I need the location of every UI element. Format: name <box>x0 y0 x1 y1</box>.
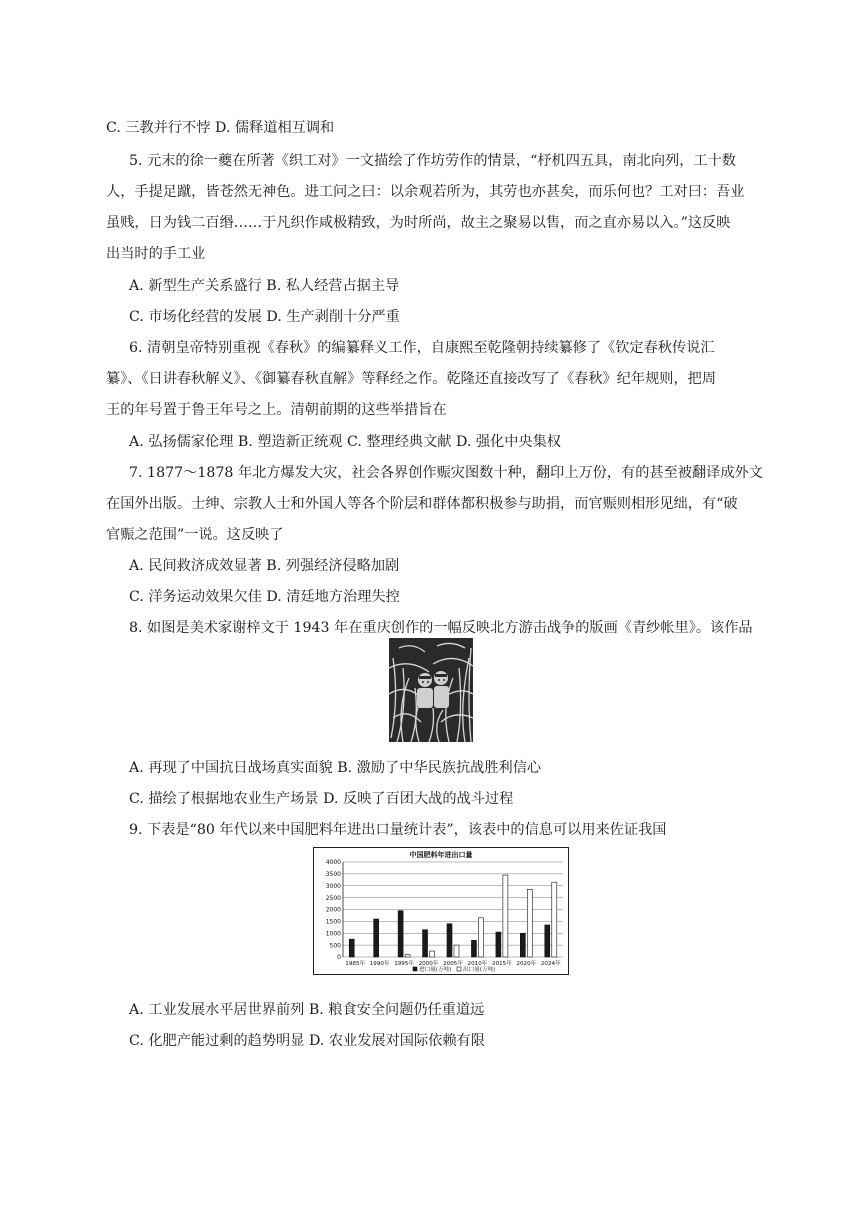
y-tick-label: 1500 <box>325 918 341 926</box>
x-tick-label: 2015年 <box>491 961 512 967</box>
q7-option-line: A. 民间救济成效显著 B. 列强经济侵略加剧 <box>129 558 400 574</box>
y-tick-label: 2500 <box>325 894 341 902</box>
q7-stem-line: 7. 1877～1878 年北方爆发大灾，社会各界创作赈灾图数十种，翻印上万份，有的甚至被翻译成外文 <box>129 465 763 481</box>
legend-label: 进口量(万吨) <box>419 967 452 973</box>
x-tick-label: 2020年 <box>516 961 537 967</box>
q9-option-line: A. 工业发展水平居世界前列 B. 粮食安全问题仍任重道远 <box>129 1002 485 1018</box>
chart-title: 中国肥料年进出口量 <box>409 851 473 859</box>
woodcut-print-image <box>389 638 473 742</box>
legend-label: 出口量(万吨) <box>463 967 496 973</box>
y-tick-label: 1000 <box>325 930 341 938</box>
q9-option-line: C. 化肥产能过剩的趋势明显 D. 农业发展对国际依赖有限 <box>129 1033 485 1049</box>
q7-option-line: C. 洋务运动效果欠佳 D. 清廷地方治理失控 <box>129 589 400 605</box>
q7-stem-line: 在国外出版。士绅、宗教人士和外国人等各个阶层和群体都积极参与助捐，而官赈则相形见绌，有“破 <box>106 496 738 512</box>
import-bar <box>374 919 379 957</box>
q5-stem-line: 5. 元末的徐一夔在所著《织工对》一文描绘了作坊劳作的情景，“杼机四五具，南北向列，工十数 <box>129 153 736 169</box>
q7-stem-line: 官赈之范围”一说。这反映了 <box>106 527 284 543</box>
import-bar <box>471 940 476 957</box>
export-bar <box>430 951 435 957</box>
import-bar <box>520 933 525 957</box>
y-tick-label: 3000 <box>325 882 341 890</box>
q8-option-line: C. 描绘了根据地农业生产场景 D. 反映了百团大战的战斗过程 <box>129 791 514 807</box>
legend-swatch <box>457 967 461 971</box>
y-tick-label: 500 <box>329 942 341 950</box>
y-tick-label: 4000 <box>325 859 341 867</box>
q9-stem-line: 9. 下表是“80 年代以来中国肥料年进出口量统计表”，该表中的信息可以用来佐证我国 <box>129 822 667 838</box>
q5-option-line: A. 新型生产关系盛行 B. 私人经营占据主导 <box>129 278 400 294</box>
export-bar <box>405 955 410 957</box>
import-bar <box>423 930 428 957</box>
q5-stem-line: 虽贱，日为钱二百缗……于凡织作咸极精致，为时所尚，故主之聚易以售，而之直亦易以入。”这反映 <box>106 215 731 231</box>
x-tick-label: 2024年 <box>540 961 561 967</box>
q8-stem-line: 8. 如图是美术家谢梓文于 1943 年在重庆创作的一幅反映北方游击战争的版画《青纱帐里》。该作品 <box>129 620 753 636</box>
import-bar <box>398 911 403 957</box>
y-tick-label: 3500 <box>325 871 341 879</box>
legend-swatch <box>413 967 417 971</box>
q6-stem-line: 王的年号置于鲁王年号之上。清朝前期的这些举措旨在 <box>106 402 447 418</box>
x-tick-label: 2010年 <box>467 961 488 967</box>
x-tick-label: 1990年 <box>369 961 390 967</box>
export-bar <box>478 918 483 957</box>
import-bar <box>496 932 501 957</box>
y-tick-label: 2000 <box>325 906 341 914</box>
q4-option-line: C. 三教并行不悖 D. 儒释道相互调和 <box>106 120 335 136</box>
export-bar <box>503 875 508 957</box>
fertilizer-bar-chart <box>313 847 569 975</box>
q6-stem-line: 纂》、《日讲春秋解义》、《御纂春秋直解》等释经之作。乾隆还直接改写了《春秋》纪年规则，把周 <box>106 371 717 387</box>
q6-option-line: A. 弘扬儒家伦理 B. 塑造新正统观 C. 整理经典文献 D. 强化中央集权 <box>129 434 561 450</box>
q5-option-line: C. 市场化经营的发展 D. 生产剥削十分严重 <box>129 309 400 325</box>
export-bar <box>527 889 532 957</box>
y-tick-label: 0 <box>337 954 341 962</box>
export-bar <box>454 945 459 957</box>
q6-stem-line: 6. 清朝皇帝特别重视《春秋》的编纂释义工作，自康熙至乾隆朝持续纂修了《钦定春秋传说汇 <box>129 340 715 356</box>
export-bar <box>552 882 557 957</box>
q5-stem-line: 出当时的手工业 <box>106 246 206 262</box>
q5-stem-line: 人，手提足蹴，皆苍然无神色。进工问之曰：以余观若所为，其劳也亦甚矣，而乐何也？工对曰：吾业 <box>106 184 745 200</box>
q8-option-line: A. 再现了中国抗日战场真实面貌 B. 激励了中华民族抗战胜利信心 <box>129 760 542 776</box>
x-tick-label: 2000年 <box>418 961 439 967</box>
x-tick-label: 1985年 <box>345 961 366 967</box>
x-tick-label: 1995年 <box>394 961 415 967</box>
x-tick-label: 2005年 <box>443 961 463 967</box>
import-bar <box>447 924 452 957</box>
import-bar <box>545 925 550 957</box>
import-bar <box>349 939 354 957</box>
